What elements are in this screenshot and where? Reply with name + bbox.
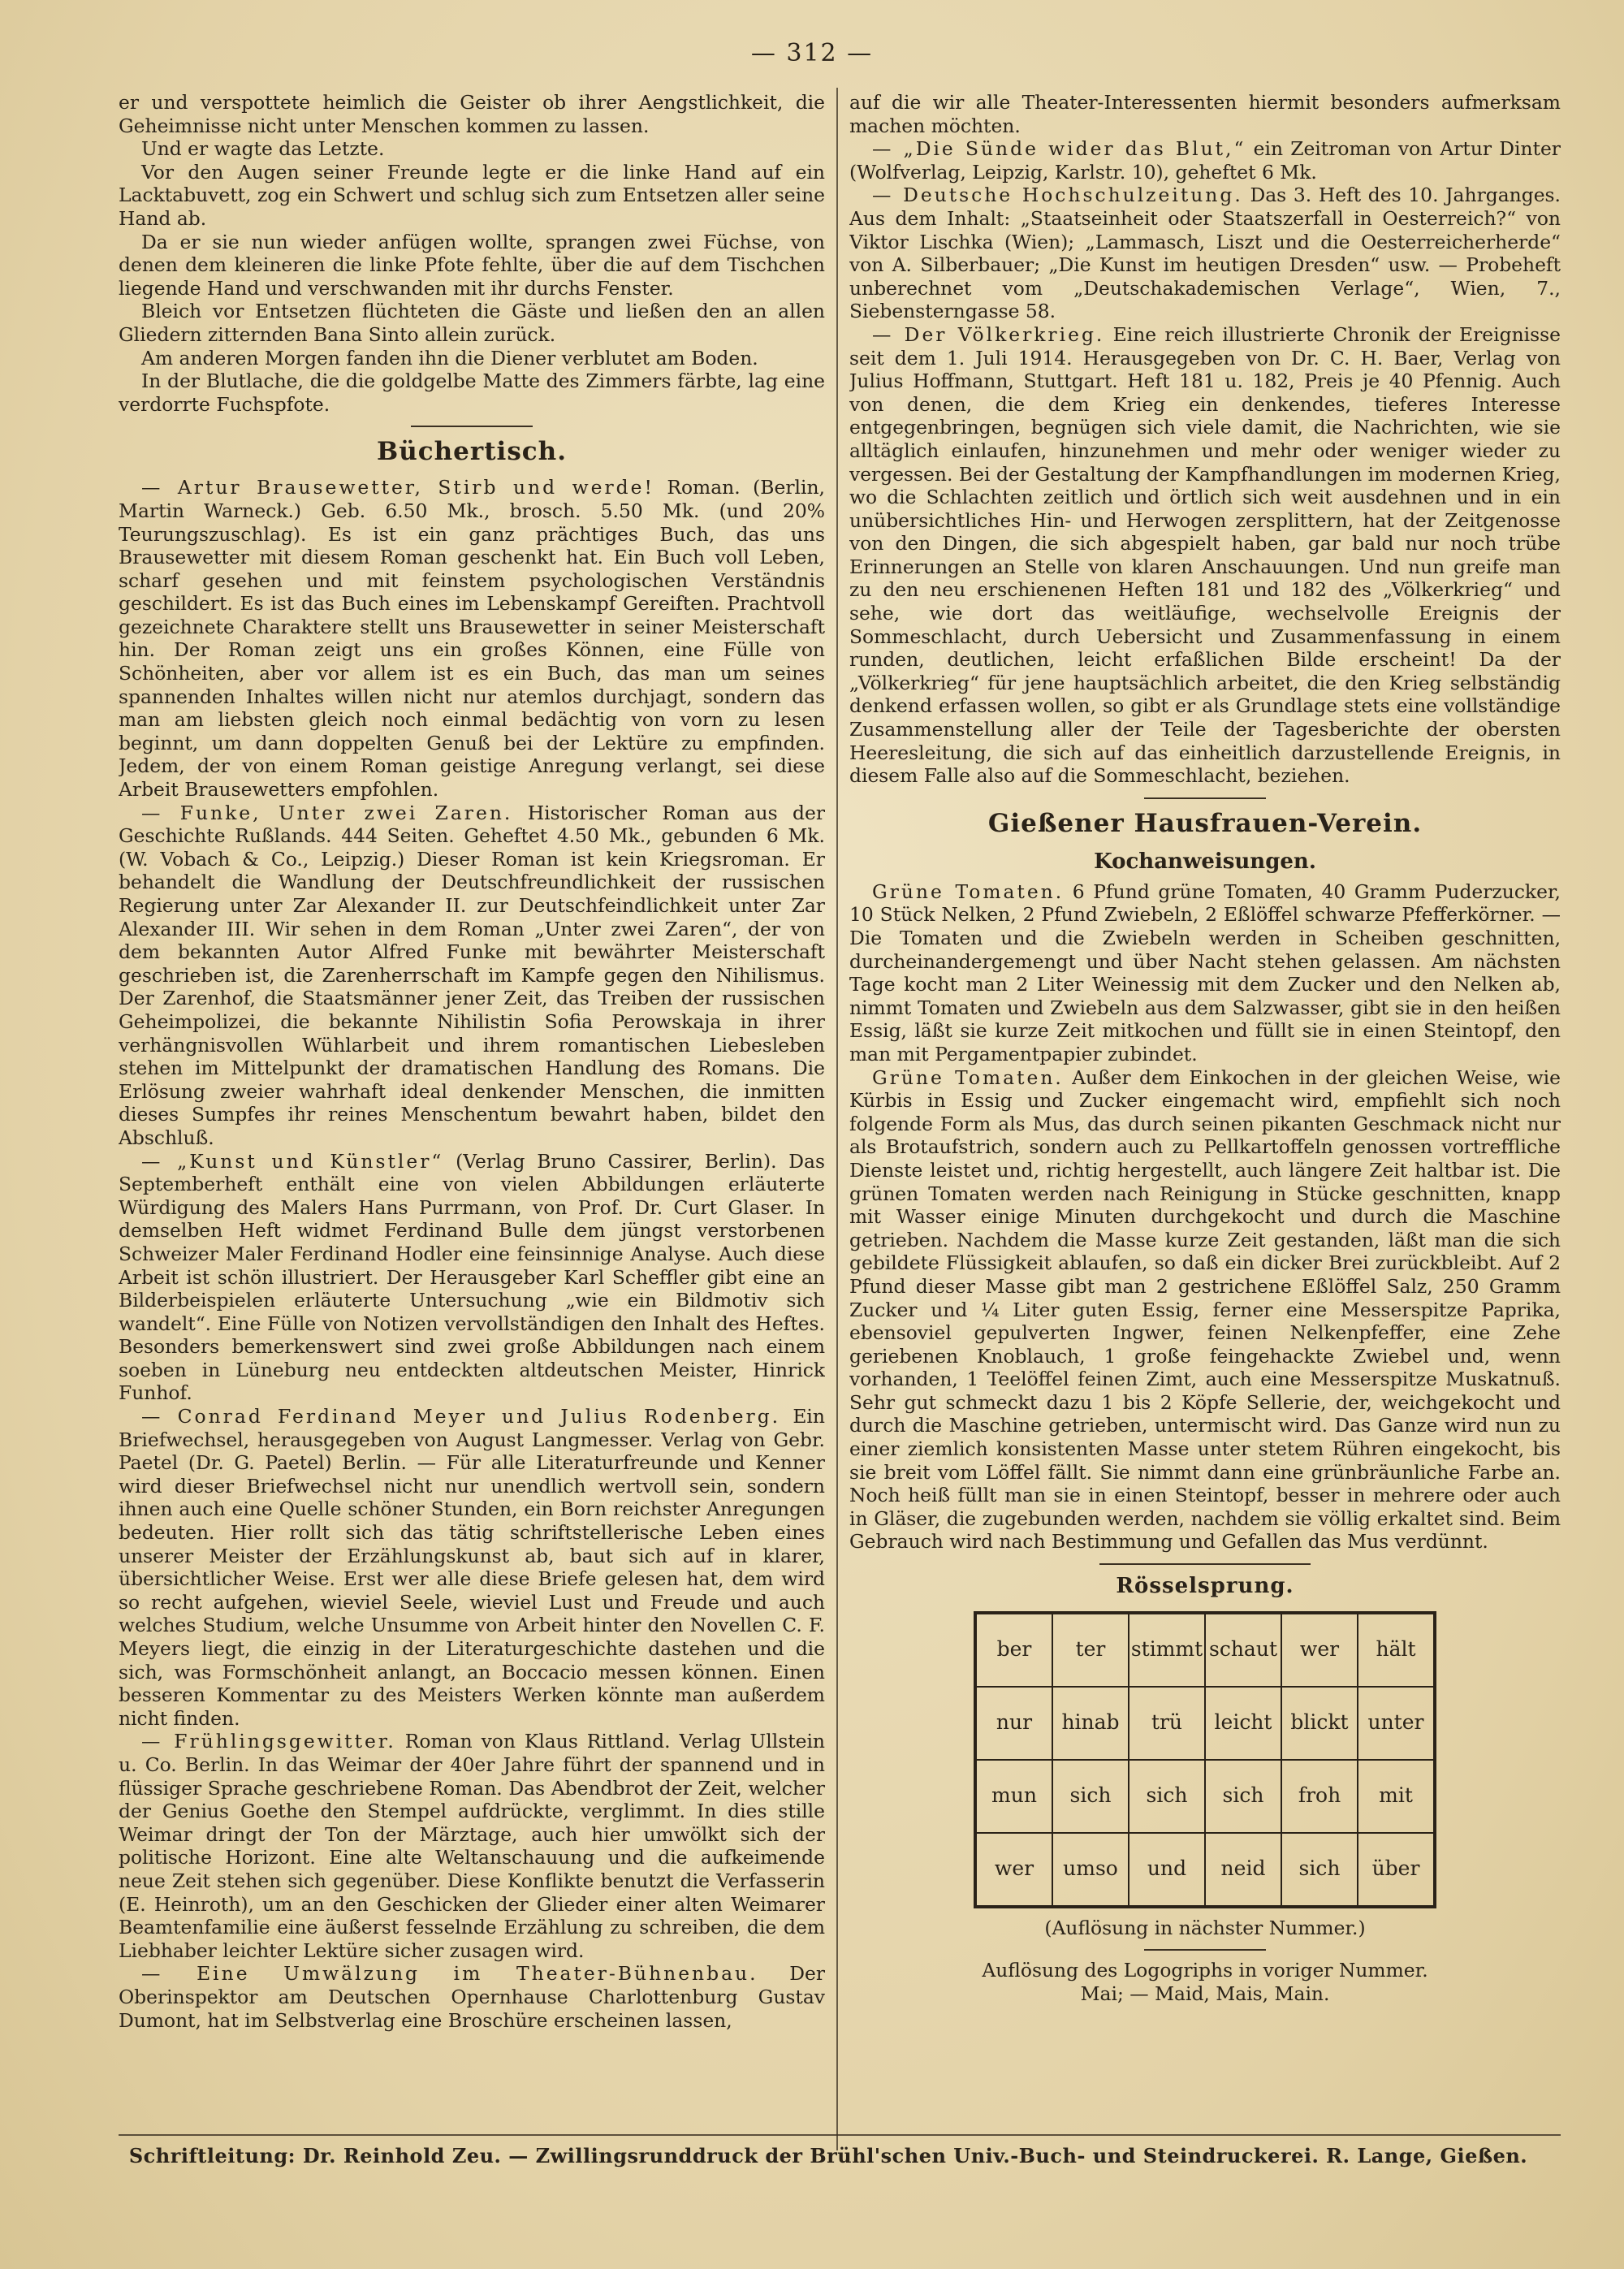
recipe-lead: Grüne Tomaten. xyxy=(872,880,1065,903)
puzzle-row xyxy=(975,1613,1435,1687)
logogriph-title: Auflösung des Logogriphs in voriger Nummer. xyxy=(982,1959,1428,1982)
puzzle-note: (Auflösung in nächster Nummer.) xyxy=(1044,1916,1366,1939)
story-ending xyxy=(119,91,825,416)
review-entry xyxy=(119,802,825,1150)
puzzle-cell: unter xyxy=(1358,1687,1435,1760)
story-paragraph: Und er wagte das Letzte. xyxy=(141,137,385,161)
recipe-body: Außer dem Einkochen in der gleichen Weise, wie Kürbis in Essig und Zucker eingemacht wird, empfiehlt sich noch folgende Form als Mus, das durch seinen pikanten Geschmack nicht nur als Brotaufstrich, sondern auch zu Pellkartoffeln genossen vortreffliche Dienste leistet und, richtig hergestellt, auch längere Zeit haltbar ist. Die grünen Tomaten werden nach Reinigung in Stücke geschnitten, knapp mit Wasser einige Minuten durchgekocht und durch die Maschine getrieben. Nachdem die Masse kurze Zeit gestanden, läßt man die sich gebildete Flüssigkeit ablaufen, so daß ein dicker Brei zurückbleibt. Auf 2 Pfund dieser Masse gibt man 2 gestrichene Eßlöffel Salz, 250 Gramm Zucker und ¼ Liter guten Essig, ferner eine Messerspitze Paprika, ebensoviel gepulverten Ingwer, feinen Nelkenpfeffer, eine Zehe geriebenen Knoblauch, 1 große feingehackte Zwiebel und, wenn vorhanden, 1 Teelöffel feinen Zimt, auch eine Messerspitze Muskatnuß. Sehr gut schmeckt dazu 1 bis 2 Köpfe Sellerie, der, weichgekocht und durch die Maschine getrieben, untermischt wird. Das Ganze wird nun zu einer ziemlich konsistenten Masse unter stetem Rühren eingekocht, bis sie breit vom Löffel fällt. Sie nimmt dann eine grünbräunliche Farbe an. Noch heiß füllt man sie in einen Steintopf, besser in mehrere oder auch in Gläser, die zugebunden werden, nachdem sie völlig erkaltet sind. Beim Gebrauch wird nach Bestimmung und Gefallen das Mus verdünnt. xyxy=(849,1065,1561,1554)
section-divider xyxy=(411,426,533,427)
story-paragraph: In der Blutlache, die die goldgelbe Matte des Zimmers färbte, lag eine verdorrte Fuchspfote. xyxy=(119,370,825,416)
right-column xyxy=(849,91,1561,2113)
review-entry xyxy=(119,476,825,801)
review-continuation: auf die wir alle Theater-Interessenten hiermit besonders aufmerksam machen möchten. xyxy=(849,91,1561,137)
review-lead: — Eine Umwälzung im Theater-Bühnenbau. xyxy=(141,1962,758,1986)
review-lead: — „Kunst und Künstler“ xyxy=(141,1149,444,1173)
review-entry xyxy=(119,1962,825,2032)
review-body: Historischer Roman aus der Geschichte Rußlands. 444 Seiten. Geheftet 4.50 Mk., gebunden 6 Mk. (W. Vobach & Co., Leipzig.) Dieser Roman ist kein Kriegsroman. Er behandelt die Wandlung der Deutschfreundlichkeit der russischen Regierung unter Zar Alexander II. zur Deutschfeindlichkeit unter Zar Alexander III. Wir sehen in dem Roman „Unter zwei Zaren“, der von dem bekannten Autor Alfred Funke mit bewährter Meisterschaft geschrieben ist, die Zarenherrschaft im Kampfe gegen den Nihilismus. Der Zarenhof, die Staatsmänner jener Zeit, das Treiben der russischen Geheimpolizei, die bekannte Nihilistin Sofia Perowskaja in ihrer verhängnisvollen Wühlarbeit und ihrem romantischen Liebesleben stehen im Mittelpunkt der dramatischen Handlung des Romans. Die Erlösung zweier wahrhaft ideal denkender Menschen, die inmitten dieses Sumpfes ihr reines Menschentum bewahrt haben, bildet den Abschluß. xyxy=(119,801,825,1149)
puzzle-cell: sich xyxy=(1281,1833,1358,1907)
puzzle-cell: leicht xyxy=(1205,1687,1281,1760)
review-entry xyxy=(849,323,1561,788)
story-paragraph: Vor den Augen seiner Freunde legte er die linke Hand auf ein Lacktabuvett, zog ein Schwert und schlug sich zum Entsetzen aller seine Hand ab. xyxy=(119,160,825,230)
puzzle-cell: mit xyxy=(1358,1760,1435,1833)
review-lead: — Der Völkerkrieg. xyxy=(872,322,1105,346)
recipe-body: 6 Pfund grüne Tomaten, 40 Gramm Puderzucker, 10 Stück Nelken, 2 Pfund Zwiebeln, 2 Eßlöffel schwarze Pfefferkörner. — Die Tomaten und die Zwiebeln werden in Scheiben geschnitten, durcheinandergemengt und über Nacht stehen gelassen. Am nächsten Tage kocht man 2 Liter Weinessig mit dem Zucker und den Nelken ab, nimmt Tomaten und Zwiebeln aus dem Salzwasser, gibt sie in den heißen Essig, läßt sie kurze Zeit mitkochen und füllt sie in einen Steintopf, den man mit Pergamentpapier zubindet. xyxy=(849,880,1561,1065)
footer-divider xyxy=(119,2134,1561,2136)
recipe-entry xyxy=(849,880,1561,1066)
puzzle-cell: wer xyxy=(1281,1613,1358,1687)
section-title-buechertisch: Büchertisch. xyxy=(377,437,567,467)
imprint-footer: Schriftleitung: Dr. Reinhold Zeu. — Zwillingsrunddruck der Brühl'schen Univ.-Buch- und Steindruckerei. R. Lange, Gießen. xyxy=(128,2144,1528,2167)
puzzle-cell: umso xyxy=(1052,1833,1129,1907)
left-column xyxy=(119,91,825,2113)
puzzle-cell: ber xyxy=(975,1613,1052,1687)
puzzle-cell: trü xyxy=(1129,1687,1205,1760)
section-divider xyxy=(1144,1949,1266,1951)
review-lead: — Conrad Ferdinand Meyer und Julius Rodenberg. xyxy=(141,1405,781,1428)
logogriph-answer: Mai; — Maid, Mais, Main. xyxy=(1080,1982,1330,2005)
page-number: — 312 — xyxy=(750,39,874,67)
review-body: Ein Briefwechsel, herausgegeben von August Langmesser. Verlag von Gebr. Paetel (Dr. G. Paetel) Berlin. — Für alle Literaturfreunde und Kenner wird dieser Briefwechsel nicht nur unendlich wertvoll sein, sondern ihnen auch eine Quelle schöner Stunden, ein Born reichster Anregungen bedeuten. Hier rollt sich das tätig schriftstellerische Leben eines unserer Meister der Erzählungskunst ab, baut sich auf in klarer, übersichtlicher Weise. Erst wer alle diese Briefe gelesen hat, dem wird so recht aufgehen, wieviel Seele, wieviel Lust und Freude und auch welches Studium, welche Unsumme von Arbeit hinter den Novellen C. F. Meyers liegt, die einzig in der Literaturgeschichte dastehen und die sich, was Formschönheit anlangt, an Boccacio messen können. Einen besseren Kommentar zu des Meisters Werken könnte man außerdem nicht finden. xyxy=(119,1405,825,1730)
recipe-lead: Grüne Tomaten. xyxy=(872,1065,1064,1089)
review-entry xyxy=(119,1150,825,1406)
review-entry xyxy=(849,184,1561,323)
review-entry xyxy=(849,137,1561,184)
puzzle-cell: froh xyxy=(1281,1760,1358,1833)
section-divider xyxy=(1099,1563,1311,1565)
puzzle-cell: ter xyxy=(1052,1613,1129,1687)
story-paragraph: Am anderen Morgen fanden ihn die Diener verblutet am Boden. xyxy=(141,346,758,370)
puzzle-row xyxy=(975,1833,1435,1907)
review-entry xyxy=(119,1730,825,1962)
puzzle-cell: neid xyxy=(1205,1833,1281,1907)
puzzle-cell: mun xyxy=(975,1760,1052,1833)
puzzle-row xyxy=(975,1687,1435,1760)
puzzle-row xyxy=(975,1760,1435,1833)
puzzle-cell: sich xyxy=(1205,1760,1281,1833)
puzzle-cell: sich xyxy=(1052,1760,1129,1833)
review-body: Roman. (Berlin, Martin Warneck.) Geb. 6.50 Mk., brosch. 5.50 Mk. (und 20% Teurungszuschlag). Es ist ein ganz prächtiges Buch, das uns Brausewetter mit diesem Roman geschenkt hat. Ein Buch voll Leben, scharf gesehen und mit feinstem psychologischen Verständnis geschildert. Es ist das Buch eines im Lebenskampf Gereiften. Prachtvoll gezeichnete Charaktere stellt uns Brausewetter in seiner Meisterschaft hin. Der Roman zeigt uns ein großes Können, eine Fülle von Schönheiten, aber vor allem ist es ein Buch, das man um seines spannenden Inhaltes willen nicht nur atemlos durchjagt, sondern das man am liebsten gleich noch einmal bedächtig von vorn zu lesen beginnt, um dann doppelten Genuß bei der Lektüre zu empfinden. Jedem, der von einem Roman geistige Anregung verlangt, sei diese Arbeit Brausewetters empfohlen. xyxy=(119,476,825,802)
knight-move-puzzle-grid xyxy=(974,1611,1436,1908)
puzzle-cell: stimmt xyxy=(1129,1613,1205,1687)
section-title-hausfrauen-verein: Gießener Hausfrauen-Verein. xyxy=(987,808,1423,838)
review-body: Eine reich illustrierte Chronik der Ereignisse seit dem 1. Juli 1914. Herausgegeben von Dr. C. H. Baer, Verlag von Julius Hoffmann, Stuttgart. Heft 181 u. 182, Preis je 40 Pfennig. Auch von denen, die dem Krieg ein denkendes, tieferes Interesse entgegenbringen, begnügen sich viele damit, die Nachrichten, wie sie alltäglich einlaufen, hinzunehmen und mehr oder weniger wieder zu vergessen. Bei der Gestaltung der Kampfhandlungen im modernen Krieg, wo die Schlachten zeitlich und örtlich sich weit ausdehnen und in ein unübersichtliches Hin- und Herwogen zersplittern, hat der Zeitgenosse von den Dingen, die sich abgespielt haben, gar bald nur noch trübe Erinnerungen an Stelle von klaren Anschauungen. Und nun greife man zu den neu erschienenen Heften 181 und 182 des „Völkerkrieg“ und sehe, wie dort das weitläufige, wechselvolle Ereignis der Sommeschlacht, durch Uebersicht und Zusammenfassung in einem runden, deutlichen, leicht erfaßlichen Bilde erscheint! Da der „Völkerkrieg“ für jene hauptsächlich arbeitet, die den Krieg selbständig denkend erfassen wollen, so gibt er als Grundlage stets eine vollständige Zusammenstellung aller der Teile der Tagesberichte der obersten Heeresleitung, die sich auf das einheitlich darzustellende Ereignis, in diesem Falle also auf die Sommeschlacht, beziehen. xyxy=(849,322,1561,788)
story-paragraph: Bleich vor Entsetzen flüchteten die Gäste und ließen den an allen Gliedern zitternden Bana Sinto allein zurück. xyxy=(119,300,825,346)
review-lead: — „Die Sünde wider das Blut,“ xyxy=(872,137,1246,161)
story-paragraph: er und verspottete heimlich die Geister ob ihrer Aengstlichkeit, die Geheimnisse nicht unter Menschen kommen zu lassen. xyxy=(119,91,825,137)
section-divider xyxy=(1144,797,1266,799)
puzzle-cell: hält xyxy=(1358,1613,1435,1687)
puzzle-cell: und xyxy=(1129,1833,1205,1907)
review-entry xyxy=(119,1405,825,1730)
review-body: (Verlag Bruno Cassirer, Berlin). Das Septemberheft enthält eine von vielen Abbildungen erläuterte Würdigung des Malers Hans Purrmann, von Prof. Dr. Curt Glaser. In demselben Heft widmet Ferdinand Bulle dem jüngst verstorbenen Schweizer Maler Ferdinand Hodler eine feinsinnige Analyse. Auch diese Arbeit ist schön illustriert. Der Herausgeber Karl Scheffler gibt eine an Bilderbeispielen erläuterte Untersuchung „wie ein Bildmotiv sich wandelt“. Eine Fülle von Notizen vervollständigen den Inhalt des Heftes. Besonders bemerkenswert sind zwei große Abbildungen nach einem soeben in Lüneburg neu entdeckten altdeutschen Meister, Hinrick Funhof. xyxy=(119,1149,825,1405)
review-lead: — Artur Brausewetter, Stirb und werde! xyxy=(141,476,654,499)
column-divider xyxy=(836,88,838,2150)
puzzle-title: Rösselsprung. xyxy=(1116,1574,1294,1599)
review-body: Der Oberinspektor am Deutschen Opernhause Charlottenburg Gustav Dumont, hat im Selbstverlag eine Broschüre erscheinen lassen, xyxy=(119,1962,825,2032)
section-subtitle-kochanweisungen: Kochanweisungen. xyxy=(1094,849,1316,874)
review-lead: — Deutsche Hochschulzeitung. xyxy=(872,184,1243,207)
story-paragraph: Da er sie nun wieder anfügen wollte, sprangen zwei Füchse, von denen dem kleineren die linke Pfote fehlte, über die auf dem Tischchen liegende Hand und verschwanden mit ihr durchs Fenster. xyxy=(119,230,825,300)
puzzle-cell: sich xyxy=(1129,1760,1205,1833)
puzzle-cell: hinab xyxy=(1052,1687,1129,1760)
review-lead: — Funke, Unter zwei Zaren. xyxy=(141,801,513,824)
puzzle-cell: nur xyxy=(975,1687,1052,1760)
review-lead: — Frühlingsgewitter. xyxy=(141,1730,396,1753)
puzzle-cell: schaut xyxy=(1205,1613,1281,1687)
review-body: Das 3. Heft des 10. Jahrganges. Aus dem Inhalt: „Staatseinheit oder Staatszerfall in Oesterreich?“ von Viktor Lischka (Wien); „Lammasch, Liszt und die Oesterreicherherde“ von A. Silberbauer; „Die Kunst im heutigen Dresden“ usw. — Probeheft unberechnet vom „Deutschakademischen Verlage“, Wien, 7., Siebensterngasse 58. xyxy=(849,184,1561,323)
recipe-entry xyxy=(849,1066,1561,1554)
review-body: Roman von Klaus Rittland. Verlag Ullstein u. Co. Berlin. In das Weimar der 40er Jahre führt der spannend und in flüssiger Sprache geschriebene Roman. Das Abendbrot der Zeit, welcher der Genius Goethe den Stempel aufdrückte, verglimmt. In dies stille Weimar dringt der Ton der Märztage, auch hier umwölkt sich der politische Horizont. Eine alte Weltanschauung und die aufkeimende neue Zeit stehen sich gegenüber. Diese Konflikte benutzt die Verfasserin (E. Heinroth), um an den Geschicken der Glieder einer alten Weimarer Beamtenfamilie eine äußerst fesselnde Erzählung zu schreiben, die dem Liebhaber leichter Lektüre sicher zusagen wird. xyxy=(119,1730,825,1962)
puzzle-cell: blickt xyxy=(1281,1687,1358,1760)
puzzle-cell: wer xyxy=(975,1833,1052,1907)
puzzle-cell: über xyxy=(1358,1833,1435,1907)
review-body: ein Zeitroman von Artur Dinter (Wolfverlag, Leipzig, Karlstr. 10), geheftet 6 Mk. xyxy=(849,137,1561,184)
